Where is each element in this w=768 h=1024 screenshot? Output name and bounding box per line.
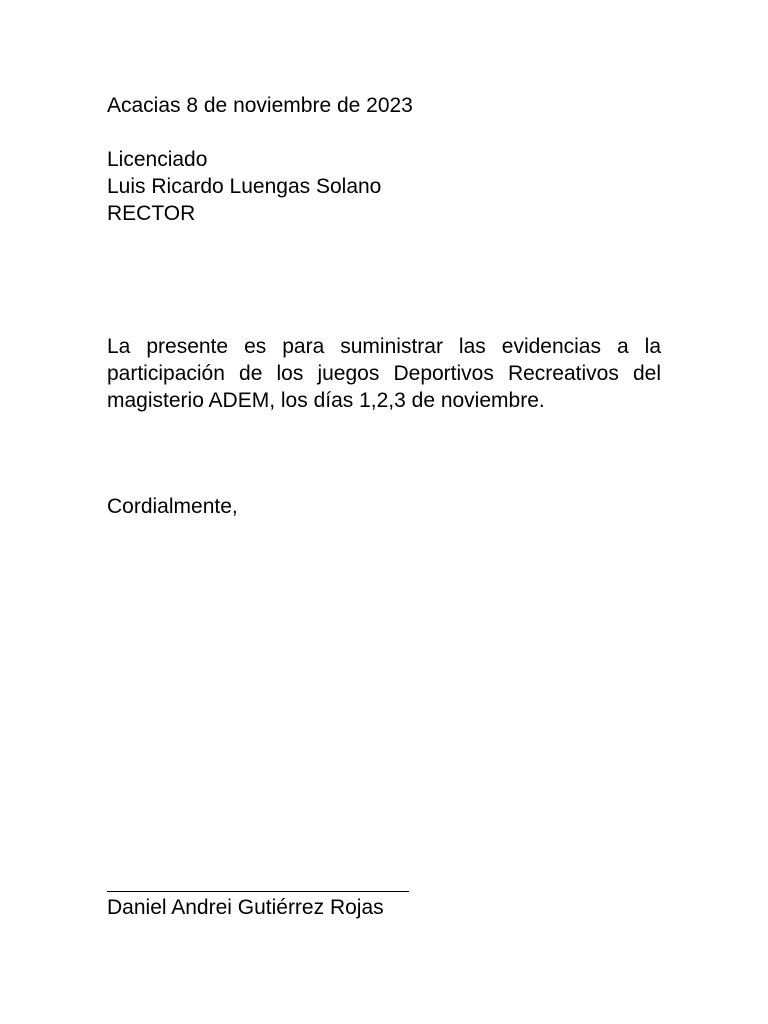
recipient-name: Luis Ricardo Luengas Solano [107, 175, 382, 198]
recipient-block [107, 146, 381, 227]
recipient-title: Licenciado [107, 148, 208, 171]
recipient-position: RECTOR [107, 202, 196, 225]
date-line: Acacias 8 de noviembre de 2023 [107, 94, 413, 117]
signature-line [107, 891, 409, 892]
body-paragraph: La presente es para suministrar las evidencias a la participación de los juegos Deportivos Recreativos del magisterio ADEM, los días 1,2,3 de noviembre. [107, 335, 661, 412]
signatory-name: Daniel Andrei Gutiérrez Rojas [107, 896, 384, 919]
closing-line: Cordialmente, [107, 495, 238, 518]
